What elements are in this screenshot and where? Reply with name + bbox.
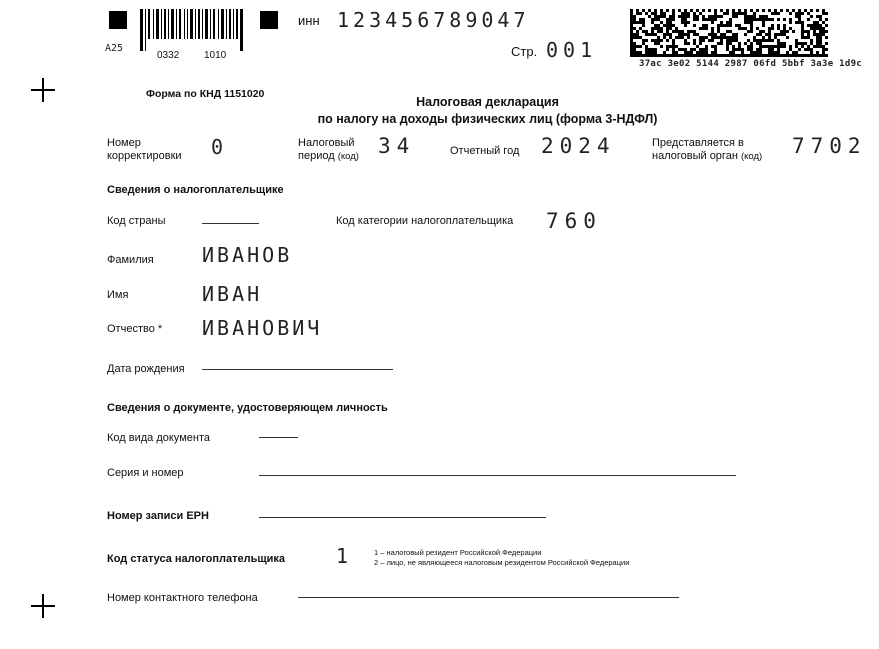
surname-value: ИВАНОВ [202, 243, 293, 267]
status-value: 1 [336, 544, 349, 568]
inn-value: 123456789047 [337, 8, 530, 32]
patronymic-label: Отчество * [107, 323, 163, 335]
phone-field[interactable] [298, 597, 679, 598]
form-title-line2: по налогу на доходы физических лиц (форма 3-НДФЛ) [317, 112, 658, 126]
document-section-title: Сведения о документе, удостоверяющем личность [107, 402, 388, 414]
correction-label: Номер корректировки [107, 137, 182, 162]
year-label: Отчетный год [450, 145, 520, 157]
phone-label: Номер контактного телефона [107, 592, 258, 604]
category-value: 760 [546, 209, 602, 233]
series-field[interactable] [259, 475, 736, 476]
category-label: Код категории налогоплательщика [336, 215, 514, 227]
ern-label: Номер записи ЕРН [107, 510, 209, 522]
ern-field[interactable] [259, 517, 546, 518]
correction-value: 0 [211, 135, 224, 159]
authority-value: 7702 [792, 134, 867, 158]
status-notes: 1 – налоговый резидент Российской Федерации 2 – лицо, не являющееся налоговым резидентом Российской Федерации [374, 548, 630, 567]
barcode-digits-left: 0332 [157, 50, 180, 61]
page-number: 001 [546, 38, 598, 62]
linear-barcode [140, 9, 245, 51]
name-value: ИВАН [202, 282, 263, 306]
year-value: 2024 [541, 134, 616, 158]
status-label: Код статуса налогоплательщика [107, 553, 286, 565]
country-field[interactable] [202, 223, 259, 224]
registration-cross-bottom [31, 594, 55, 618]
doc-type-field[interactable] [259, 437, 298, 438]
birthdate-field[interactable] [202, 369, 393, 370]
birthdate-label: Дата рождения [107, 363, 185, 375]
form-knd: Форма по КНД 1151020 [146, 88, 265, 100]
qr-code [630, 9, 828, 57]
form-code-small: A25 [105, 43, 124, 54]
registration-square-right [260, 11, 278, 29]
patronymic-value: ИВАНОВИЧ [202, 316, 323, 340]
period-value: 34 [378, 134, 416, 158]
authority-label: Представляется в налоговый орган (код) [652, 137, 763, 162]
name-label: Имя [107, 289, 129, 301]
inn-label: инн [298, 13, 320, 28]
form-title-line1: Налоговая декларация [416, 95, 559, 109]
doc-type-label: Код вида документа [107, 432, 210, 444]
period-label: Налоговый период (код) [298, 137, 359, 162]
series-label: Серия и номер [107, 467, 184, 479]
barcode-digits-right: 1010 [204, 50, 227, 61]
taxpayer-section-title: Сведения о налогоплательщике [107, 184, 284, 196]
qr-hash: 37ac 3e02 5144 2987 06fd 5bbf 3a3e 1d9c [639, 59, 863, 69]
registration-square-left [109, 11, 127, 29]
page-label: Стр. [511, 44, 538, 59]
country-label: Код страны [107, 215, 166, 227]
surname-label: Фамилия [107, 254, 154, 266]
